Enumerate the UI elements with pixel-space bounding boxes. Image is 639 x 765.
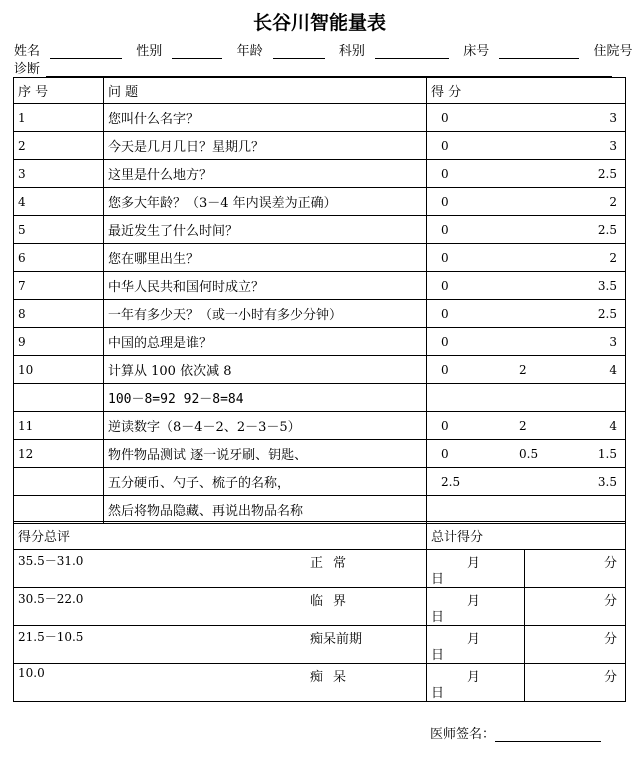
score-mid: 2 — [519, 418, 527, 433]
total-score-cell[interactable] — [525, 550, 626, 588]
score-max: 2.5 — [597, 306, 617, 321]
score-result: 痴呆 — [310, 670, 357, 685]
row-number: 2 — [14, 132, 104, 160]
row-question: 计算从 100 依次减 8 — [104, 356, 427, 384]
score-max: 4 — [609, 362, 617, 377]
summary-header-row — [14, 522, 626, 550]
row-number: 1 — [14, 104, 104, 132]
score-result: 痴呆前期 — [310, 632, 363, 647]
month-label: 月 — [467, 594, 481, 609]
date-cell[interactable] — [427, 588, 525, 626]
day-label: 日 — [431, 686, 445, 701]
score-max: 3.5 — [597, 474, 617, 489]
date-cell[interactable] — [427, 550, 525, 588]
row-score-options[interactable] — [427, 356, 626, 384]
minute-label: 分 — [604, 670, 618, 685]
signature-label: 医师签名： — [430, 727, 496, 742]
total-score-cell[interactable] — [525, 626, 626, 664]
dept-field[interactable] — [375, 44, 449, 59]
header-no: 序 号 — [14, 78, 104, 104]
table-row — [14, 104, 626, 132]
table-header-row — [14, 78, 626, 104]
name-label: 姓名 — [14, 44, 41, 59]
score-min: 0 — [441, 278, 449, 293]
table-row — [14, 384, 626, 412]
summary-left-header: 得分总评 — [14, 522, 427, 550]
row-question: 五分硬币、勺子、梳子的名称， — [104, 468, 427, 496]
table-row — [14, 496, 626, 524]
table-row — [14, 188, 626, 216]
assessment-table — [13, 77, 626, 524]
summary-row — [14, 626, 626, 664]
row-number: 10 — [14, 356, 104, 384]
row-question: 最近发生了什么时间？ — [104, 216, 427, 244]
score-range: 30.5－22.0 — [18, 592, 84, 606]
score-min: 0 — [441, 446, 449, 461]
page-title: 长谷川智能量表 — [252, 12, 386, 34]
row-score-options[interactable] — [427, 244, 626, 272]
row-question: 物件物品测试 逐一说牙刷、钥匙、 — [104, 440, 427, 468]
row-number: 6 — [14, 244, 104, 272]
score-max: 4 — [609, 418, 617, 433]
score-max: 1.5 — [597, 446, 617, 461]
month-label: 月 — [467, 632, 481, 647]
day-label: 日 — [431, 648, 445, 663]
day-label: 日 — [431, 572, 445, 587]
row-question: 您叫什么名字？ — [104, 104, 427, 132]
summary-range-cell — [14, 626, 427, 664]
row-number — [14, 384, 104, 412]
table-row — [14, 328, 626, 356]
score-result: 正常 — [310, 556, 357, 571]
row-number: 11 — [14, 412, 104, 440]
row-number — [14, 468, 104, 496]
row-score-options[interactable] — [427, 104, 626, 132]
row-number: 3 — [14, 160, 104, 188]
summary-range-cell — [14, 664, 427, 702]
row-question: 100－8=92 92－8=84 — [104, 384, 427, 412]
diagnosis-label: 诊断 — [14, 62, 41, 77]
score-min: 0 — [441, 418, 449, 433]
header-question: 问 题 — [104, 78, 427, 104]
table-row — [14, 132, 626, 160]
score-max: 2 — [609, 194, 617, 209]
row-score-options[interactable] — [427, 468, 626, 496]
month-label: 月 — [467, 556, 481, 571]
summary-row — [14, 664, 626, 702]
score-range: 35.5－31.0 — [18, 554, 84, 568]
score-min: 0 — [441, 362, 449, 377]
date-cell[interactable] — [427, 626, 525, 664]
score-max: 2.5 — [597, 166, 617, 181]
summary-table — [13, 521, 626, 702]
score-min: 0 — [441, 306, 449, 321]
row-number: 8 — [14, 300, 104, 328]
score-max: 3 — [609, 138, 617, 153]
score-max: 3 — [609, 110, 617, 125]
row-question: 中华人民共和国何时成立？ — [104, 272, 427, 300]
row-number: 12 — [14, 440, 104, 468]
score-max: 3 — [609, 334, 617, 349]
score-min: 0 — [441, 166, 449, 181]
table-row — [14, 356, 626, 384]
row-score-options[interactable] — [427, 132, 626, 160]
table-row — [14, 468, 626, 496]
summary-row — [14, 588, 626, 626]
row-question: 您在哪里出生？ — [104, 244, 427, 272]
score-min: 2.5 — [441, 474, 461, 489]
score-max: 3.5 — [597, 278, 617, 293]
table-row — [14, 244, 626, 272]
row-score-options[interactable] — [427, 160, 626, 188]
row-number: 9 — [14, 328, 104, 356]
score-mid: 2 — [519, 362, 527, 377]
date-cell[interactable] — [427, 664, 525, 702]
summary-row — [14, 550, 626, 588]
score-max: 2 — [609, 250, 617, 265]
sex-label: 性别 — [136, 44, 163, 59]
row-score-options[interactable] — [427, 300, 626, 328]
age-field[interactable] — [273, 44, 325, 59]
row-score-options[interactable] — [427, 188, 626, 216]
score-min: 0 — [441, 138, 449, 153]
score-range: 21.5－10.5 — [18, 630, 84, 644]
total-score-cell[interactable] — [525, 664, 626, 702]
score-min: 0 — [441, 250, 449, 265]
bed-label: 床号 — [463, 44, 490, 59]
dept-label: 科别 — [338, 44, 365, 59]
row-score-options[interactable] — [427, 216, 626, 244]
row-number — [14, 496, 104, 524]
row-question: 一年有多少天？（或一小时有多少分钟） — [104, 300, 427, 328]
table-row — [14, 412, 626, 440]
row-question: 今天是几月几日？星期几？ — [104, 132, 427, 160]
summary-range-cell — [14, 550, 427, 588]
month-label: 月 — [467, 670, 481, 685]
inpatient-label: 住院号 — [593, 44, 633, 59]
score-min: 0 — [441, 194, 449, 209]
table-row — [14, 216, 626, 244]
header-score: 得 分 — [427, 78, 626, 104]
doctor-signature — [430, 723, 601, 742]
bed-field[interactable] — [499, 44, 579, 59]
row-number: 4 — [14, 188, 104, 216]
day-label: 日 — [431, 610, 445, 625]
score-result: 临界 — [310, 594, 357, 609]
signature-field[interactable] — [495, 727, 601, 742]
diagnosis-field[interactable] — [46, 62, 612, 77]
score-min: 0 — [441, 222, 449, 237]
row-question: 您多大年龄？（3－4 年内误差为正确） — [104, 188, 427, 216]
row-score-options[interactable] — [427, 328, 626, 356]
row-question: 然后将物品隐藏、再说出物品名称 — [104, 496, 427, 524]
table-row — [14, 272, 626, 300]
row-question: 这里是什么地方？ — [104, 160, 427, 188]
minute-label: 分 — [604, 594, 618, 609]
row-score-options[interactable] — [427, 384, 626, 412]
score-max: 2.5 — [597, 222, 617, 237]
score-mid: 0.5 — [519, 446, 539, 461]
summary-right-header: 总计得分 — [427, 522, 626, 550]
row-number: 5 — [14, 216, 104, 244]
age-label: 年龄 — [236, 44, 263, 59]
name-field[interactable] — [50, 44, 122, 59]
sex-field[interactable] — [172, 44, 222, 59]
table-row — [14, 160, 626, 188]
row-number: 7 — [14, 272, 104, 300]
minute-label: 分 — [604, 632, 618, 647]
table-row — [14, 440, 626, 468]
row-score-options[interactable] — [427, 496, 626, 524]
summary-range-cell — [14, 588, 427, 626]
row-question: 中国的总理是谁？ — [104, 328, 427, 356]
row-question: 逆读数字（8－4－2、2－3－5） — [104, 412, 427, 440]
row-score-options[interactable] — [427, 440, 626, 468]
minute-label: 分 — [604, 556, 618, 571]
score-range: 10.0 — [18, 666, 45, 680]
total-score-cell[interactable] — [525, 588, 626, 626]
table-row — [14, 300, 626, 328]
patient-info-line — [14, 40, 639, 59]
row-score-options[interactable] — [427, 412, 626, 440]
row-score-options[interactable] — [427, 272, 626, 300]
score-min: 0 — [441, 334, 449, 349]
score-min: 0 — [441, 110, 449, 125]
diagnosis-line — [14, 58, 612, 77]
